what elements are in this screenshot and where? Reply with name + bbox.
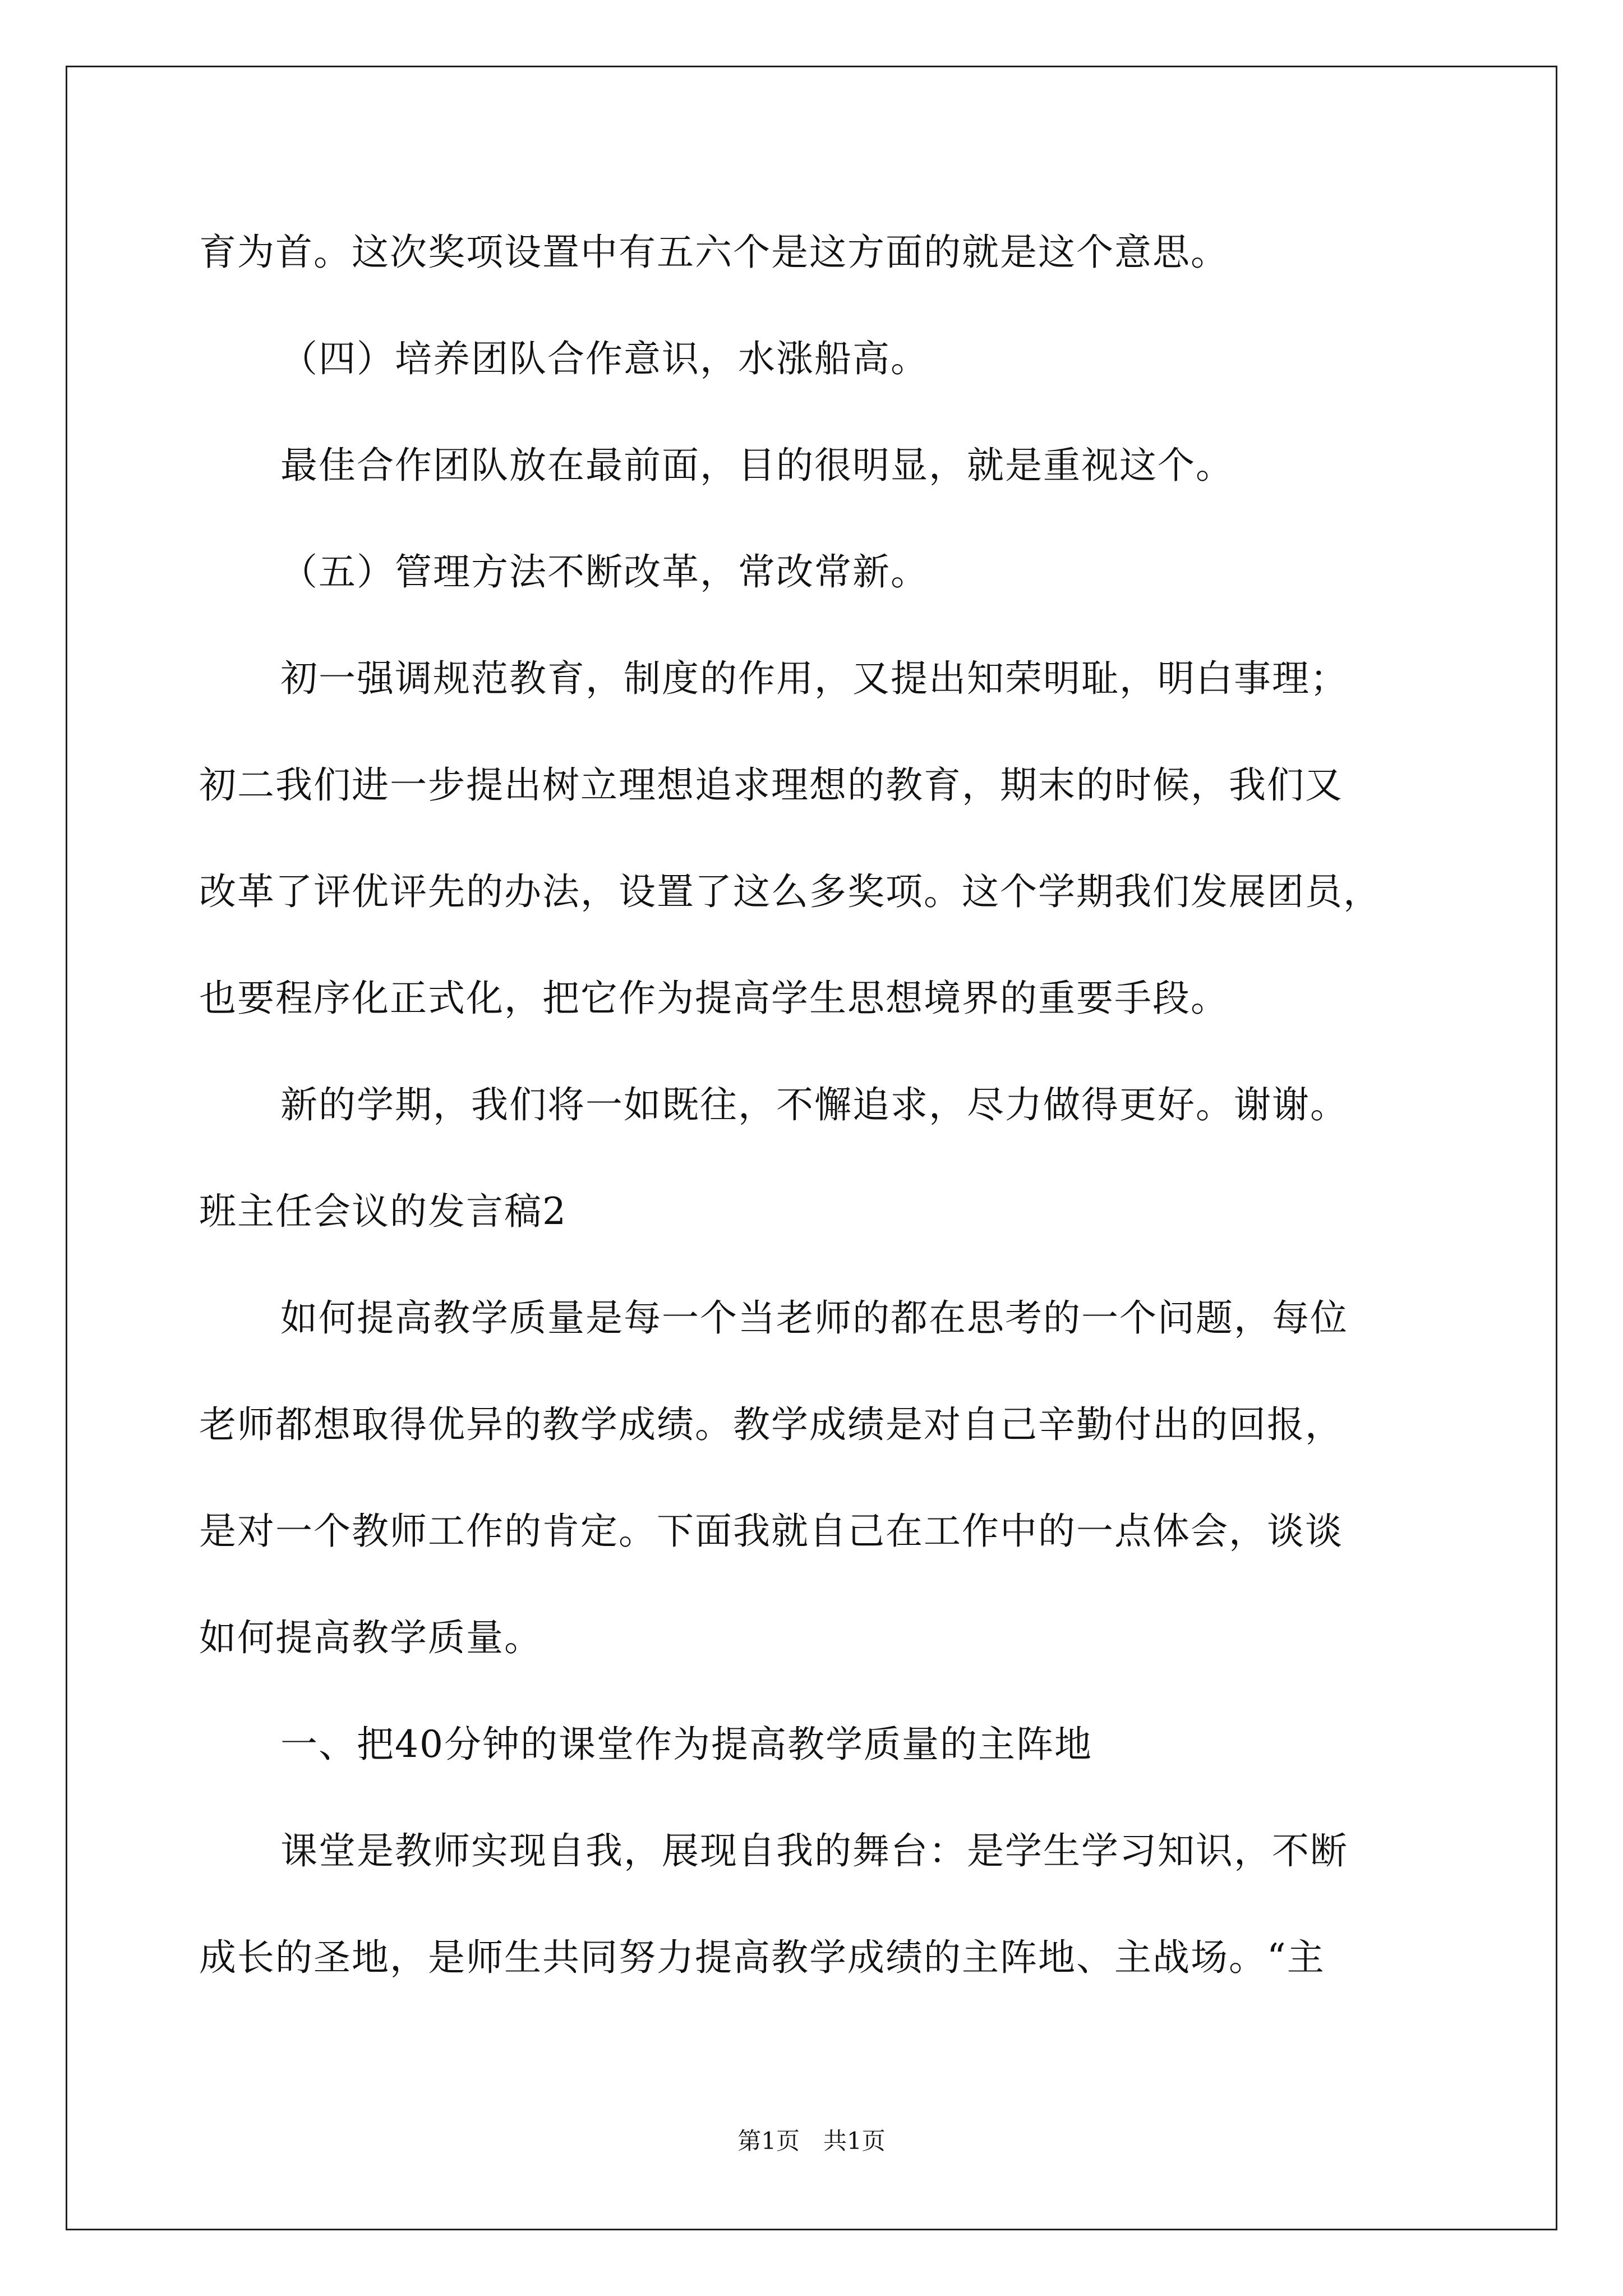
page-border [66, 66, 1557, 2230]
text-line: 课堂是教师实现自我，展现自我的舞台：是学生学习知识，不断 [280, 1829, 1348, 1872]
text-line: 老师都想取得优异的教学成绩。教学成绩是对自己辛勤付出的回报， [199, 1403, 1343, 1446]
text-line: 育为首。这次奖项设置中有五六个是这方面的就是这个意思。 [199, 231, 1229, 274]
text-line: 初一强调规范教育，制度的作用，又提出知荣明耻，明白事理； [280, 657, 1348, 700]
text-line: 如何提高教学质量是每一个当老师的都在思考的一个问题，每位 [280, 1296, 1348, 1340]
text-line: 成长的圣地，是师生共同努力提高教学成绩的主阵地、主战场。“主 [199, 1936, 1325, 1979]
document-title: 班主任会议的发言稿2 [199, 1190, 567, 1233]
text-line: 初二我们进一步提出树立理想追求理想的教育，期末的时候，我们又 [199, 763, 1343, 807]
text-line: 改革了评优评先的办法，设置了这么多奖项。这个学期我们发展团员， [199, 870, 1381, 913]
text-line: 新的学期，我们将一如既往，不懈追求，尽力做得更好。谢谢。 [280, 1083, 1348, 1126]
section-heading: （四）培养团队合作意识，水涨船高。 [280, 337, 929, 380]
text-line: 如何提高教学质量。 [199, 1616, 542, 1659]
text-line: 是对一个教师工作的肯定。下面我就自己在工作中的一点体会，谈谈 [199, 1510, 1343, 1553]
section-heading: 一、把40分钟的课堂作为提高教学质量的主阵地 [280, 1723, 1092, 1766]
text-line: 也要程序化正式化，把它作为提高学生思想境界的重要手段。 [199, 977, 1229, 1020]
text-line: 最佳合作团队放在最前面，目的很明显，就是重视这个。 [280, 444, 1234, 487]
page-number-footer: 第1页 共1页 [737, 2127, 886, 2155]
section-heading: （五）管理方法不断改革，常改常新。 [280, 550, 929, 593]
